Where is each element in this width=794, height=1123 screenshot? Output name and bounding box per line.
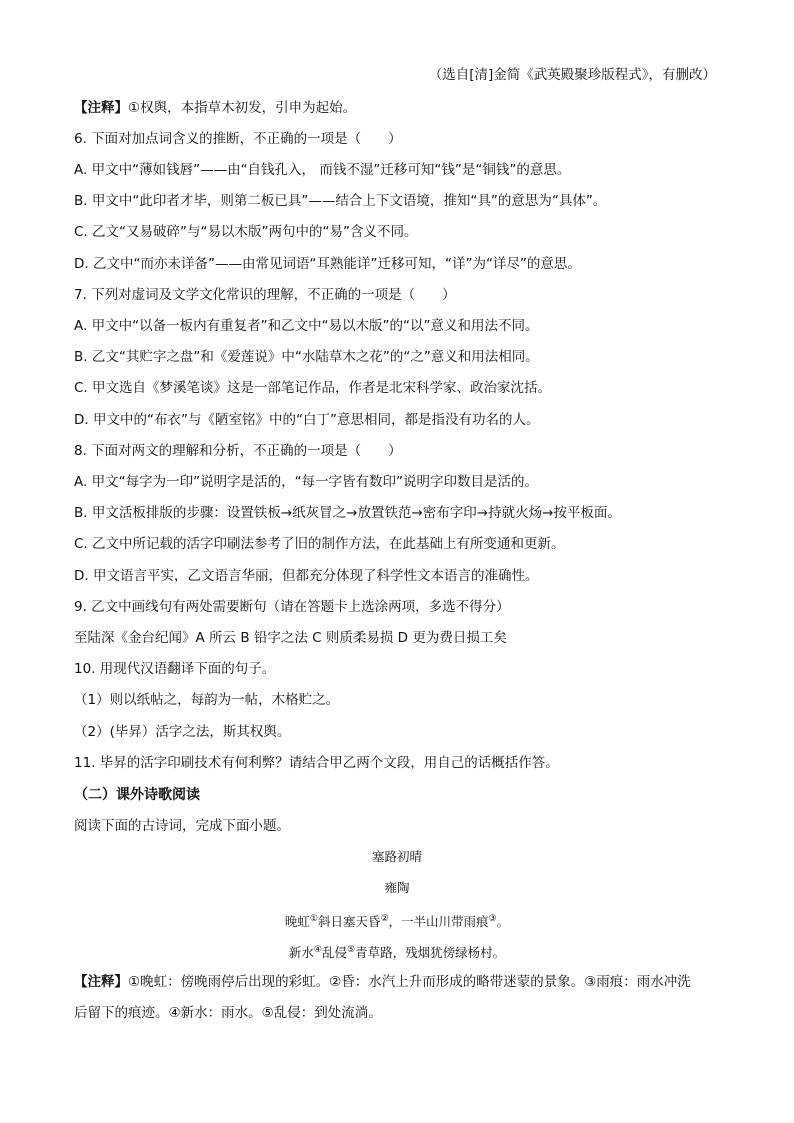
- question-9-sentence: 至陆深《金台纪闻》A 所云 B 铅字之法 C 则质柔易损 D 更为费日损工矣: [74, 630, 507, 646]
- poem-line-1: 晚虹①斜日塞天昏②，一半山川带雨痕③。: [284, 914, 510, 930]
- poem-author: 雍陶: [384, 880, 410, 895]
- question-6-stem: 6. 下面对加点词含义的推断，不正确的一项是（ ）: [74, 131, 402, 147]
- question-7-stem: 7. 下列对虚词及文学文化常识的理解，不正确的一项是（ ）: [74, 287, 456, 303]
- question-8-stem: 8. 下面对两文的理解和分析，不正确的一项是（ ）: [74, 443, 402, 459]
- note-marker-5: ⑤: [347, 945, 356, 955]
- source-citation: （选自[清]金简《武英殿聚珍版程式》，有删改）: [428, 67, 716, 83]
- question-10-stem: 10. 用现代汉语翻译下面的句子。: [74, 661, 276, 677]
- question-7-option-c: C. 甲文选自《梦溪笔谈》这是一部笔记作品，作者是北宋科学家、政治家沈括。: [74, 380, 552, 396]
- note-marker-3: ③: [488, 914, 497, 924]
- question-6-option-a: A. 甲文中“薄如钱唇”——由“自钱孔入， 而钱不湿”迁移可知“钱”是“铜钱”的意思。: [74, 162, 571, 178]
- question-10-sentence-1: （1）则以纸帖之，每韵为一帖，木格贮之。: [74, 692, 340, 708]
- note-2-line-2: 后留下的痕迹。④新水：雨水。⑤乱侵：到处流淌。: [74, 1005, 382, 1021]
- poem-title: 塞路初晴: [371, 849, 422, 864]
- question-8-option-a: A. 甲文“每字为一印”说明字是活的，“每一字皆有数印”说明字印数目是活的。: [74, 474, 539, 490]
- section-instruction: 阅读下面的古诗词，完成下面小题。: [74, 818, 290, 834]
- section-heading: （二）课外诗歌阅读: [74, 787, 200, 803]
- question-8-option-d: D. 甲文语言平实，乙文语言华丽，但都充分体现了科学性文本语言的准确性。: [74, 568, 539, 584]
- note-1: [74, 99, 356, 117]
- question-6-option-c: C. 乙文“又易破碎”与“易以木版”两句中的“易”含义不同。: [74, 224, 418, 240]
- poem-line-2: 新水④乱侵⑤青草路，残烟犹傍绿杨村。: [288, 945, 506, 961]
- question-6-option-d: D. 乙文中“而亦未详备”——由常见词语“耳熟能详”迁移可知，“详”为“详尽”的意思。: [74, 256, 581, 272]
- question-6-option-b: B. 甲文中“此印者才毕，则第二板已具”——结合上下文语境，推知“具”的意思为“具体”。: [74, 193, 607, 209]
- note-label: 【注释】: [74, 100, 128, 116]
- note-marker-1: ①: [309, 914, 318, 924]
- note-text: ①晚虹：傍晚雨停后出现的彩虹。②昏：水汽上升而形成的略带迷蒙的景象。③雨痕：雨水冲洗: [128, 974, 691, 990]
- question-8-option-c: C. 乙文中所记载的活字印刷法参考了旧的制作方法，在此基础上有所变通和更新。: [74, 536, 565, 552]
- question-11-stem: 11. 毕昇的活字印刷技术有何利弊？请结合甲乙两个文段，用自己的话概括作答。: [74, 755, 559, 771]
- note-marker-2: ②: [380, 914, 389, 924]
- note-2-line-1: [74, 973, 691, 991]
- question-10-sentence-2: （2）(毕昇）活字之法，斯其权舆。: [74, 724, 291, 740]
- question-8-option-b: B. 甲文活板排版的步骤：设置铁板→纸灰冒之→放置铁范→密布字印→持就火炀→按平板面。: [74, 505, 621, 521]
- note-marker-4: ④: [313, 945, 322, 955]
- question-7-option-a: A. 甲文中“以备一板内有重复者”和乙文中“易以木版”的“以”意义和用法不同。: [74, 318, 539, 334]
- question-7-option-d: D. 甲文中的“布衣”与《陋室铭》中的“白丁”意思相同，都是指没有功名的人。: [74, 412, 540, 428]
- note-label: 【注释】: [74, 974, 128, 990]
- question-7-option-b: B. 乙文“其贮字之盘”和《爱莲说》中“水陆草木之花”的“之”意义和用法相同。: [74, 349, 539, 365]
- question-9-stem: 9. 乙文中画线句有两处需要断句（请在答题卡上选涂两项，多选不得分）: [74, 599, 510, 615]
- note-text: ①权舆，本指草木初发，引申为起始。: [128, 100, 357, 116]
